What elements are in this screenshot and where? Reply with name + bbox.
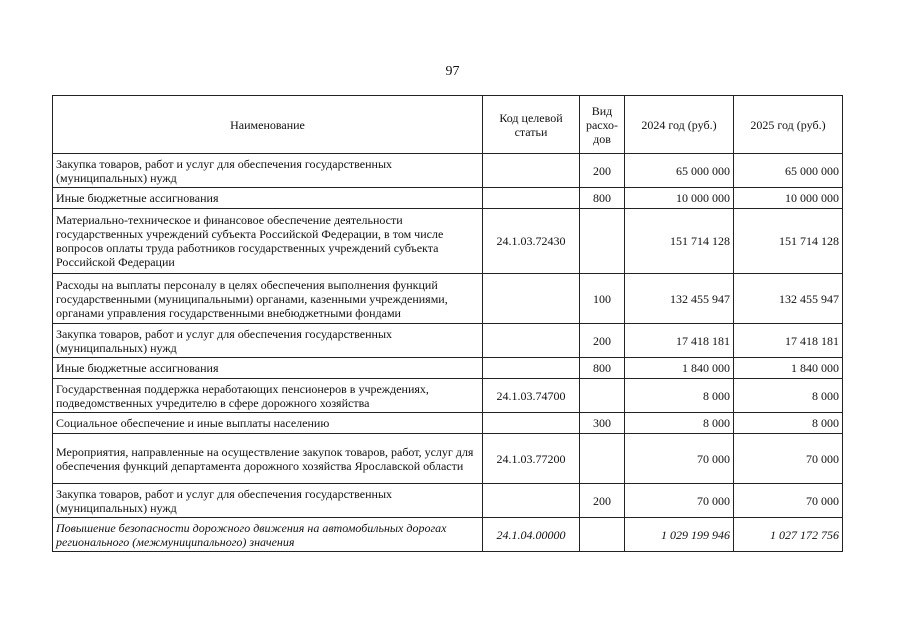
row-type xyxy=(580,518,625,552)
header-2024: 2024 год (руб.) xyxy=(625,96,734,154)
row-code xyxy=(483,154,580,188)
row-2025: 17 418 181 xyxy=(734,324,843,358)
row-2024: 132 455 947 xyxy=(625,274,734,324)
table-row xyxy=(53,434,843,484)
row-2025: 70 000 xyxy=(734,434,843,484)
row-2025: 151 714 128 xyxy=(734,209,843,274)
budget-table xyxy=(52,95,843,552)
row-type: 200 xyxy=(580,484,625,518)
table-header-row xyxy=(53,96,843,154)
row-type: 100 xyxy=(580,274,625,324)
table-row xyxy=(53,209,843,274)
row-name: Иные бюджетные ассигнования xyxy=(53,188,483,209)
row-2025: 132 455 947 xyxy=(734,274,843,324)
row-code xyxy=(483,324,580,358)
row-code xyxy=(483,413,580,434)
row-2025: 8 000 xyxy=(734,413,843,434)
row-name: Иные бюджетные ассигнования xyxy=(53,358,483,379)
row-name: Социальное обеспечение и иные выплаты населению xyxy=(53,413,483,434)
row-2024: 70 000 xyxy=(625,434,734,484)
row-code xyxy=(483,188,580,209)
row-2024: 8 000 xyxy=(625,413,734,434)
row-type: 800 xyxy=(580,188,625,209)
table-row xyxy=(53,324,843,358)
row-type xyxy=(580,209,625,274)
row-type xyxy=(580,434,625,484)
row-2025: 1 840 000 xyxy=(734,358,843,379)
table-row xyxy=(53,484,843,518)
row-type: 300 xyxy=(580,413,625,434)
row-type xyxy=(580,379,625,413)
row-code xyxy=(483,274,580,324)
page-number: 97 xyxy=(445,64,460,79)
row-2025: 10 000 000 xyxy=(734,188,843,209)
row-name: Материально-техническое и финансовое обеспечение деятельности государственных учреждений субъекта Российской Федерации, в том числе вопросов оплаты труда работников государственных учреждений субъекта Российской Федерации xyxy=(53,209,483,274)
row-2024: 1 029 199 946 xyxy=(625,518,734,552)
row-code: 24.1.03.77200 xyxy=(483,434,580,484)
table-row xyxy=(53,274,843,324)
row-name: Государственная поддержка неработающих пенсионеров в учреждениях, подведомственных учредителю в сфере дорожного хозяйства xyxy=(53,379,483,413)
row-2024: 70 000 xyxy=(625,484,734,518)
table-row xyxy=(53,518,843,552)
header-name: Наименование xyxy=(53,96,483,154)
header-2025: 2025 год (руб.) xyxy=(734,96,843,154)
row-name: Повышение безопасности дорожного движения на автомобильных дорогах регионального (межмуниципального) значения xyxy=(53,518,483,552)
table-row xyxy=(53,358,843,379)
row-name: Закупка товаров, работ и услуг для обеспечения государственных (муниципальных) нужд xyxy=(53,324,483,358)
row-name: Мероприятия, направленные на осуществление закупок товаров, работ, услуг для обеспечения функций департамента дорожного хозяйства Ярославской области xyxy=(53,434,483,484)
table-row xyxy=(53,188,843,209)
row-2025: 8 000 xyxy=(734,379,843,413)
row-2024: 1 840 000 xyxy=(625,358,734,379)
table-row xyxy=(53,413,843,434)
table-row xyxy=(53,154,843,188)
header-code: Код целевой статьи xyxy=(483,96,580,154)
row-code: 24.1.04.00000 xyxy=(483,518,580,552)
row-type: 800 xyxy=(580,358,625,379)
row-2025: 1 027 172 756 xyxy=(734,518,843,552)
row-2024: 151 714 128 xyxy=(625,209,734,274)
row-type: 200 xyxy=(580,154,625,188)
row-name: Закупка товаров, работ и услуг для обеспечения государственных (муниципальных) нужд xyxy=(53,154,483,188)
row-2024: 17 418 181 xyxy=(625,324,734,358)
row-code: 24.1.03.72430 xyxy=(483,209,580,274)
row-type: 200 xyxy=(580,324,625,358)
row-2025: 65 000 000 xyxy=(734,154,843,188)
row-code xyxy=(483,484,580,518)
row-name: Расходы на выплаты персоналу в целях обеспечения выполнения функций государственными (муниципальными) органами, казенными учреждениями, органами управления государственными внебюджетными фондами xyxy=(53,274,483,324)
header-type: Вид расхо-дов xyxy=(580,96,625,154)
row-2024: 8 000 xyxy=(625,379,734,413)
row-name: Закупка товаров, работ и услуг для обеспечения государственных (муниципальных) нужд xyxy=(53,484,483,518)
row-2025: 70 000 xyxy=(734,484,843,518)
row-code: 24.1.03.74700 xyxy=(483,379,580,413)
row-2024: 10 000 000 xyxy=(625,188,734,209)
table-row xyxy=(53,379,843,413)
row-2024: 65 000 000 xyxy=(625,154,734,188)
row-code xyxy=(483,358,580,379)
